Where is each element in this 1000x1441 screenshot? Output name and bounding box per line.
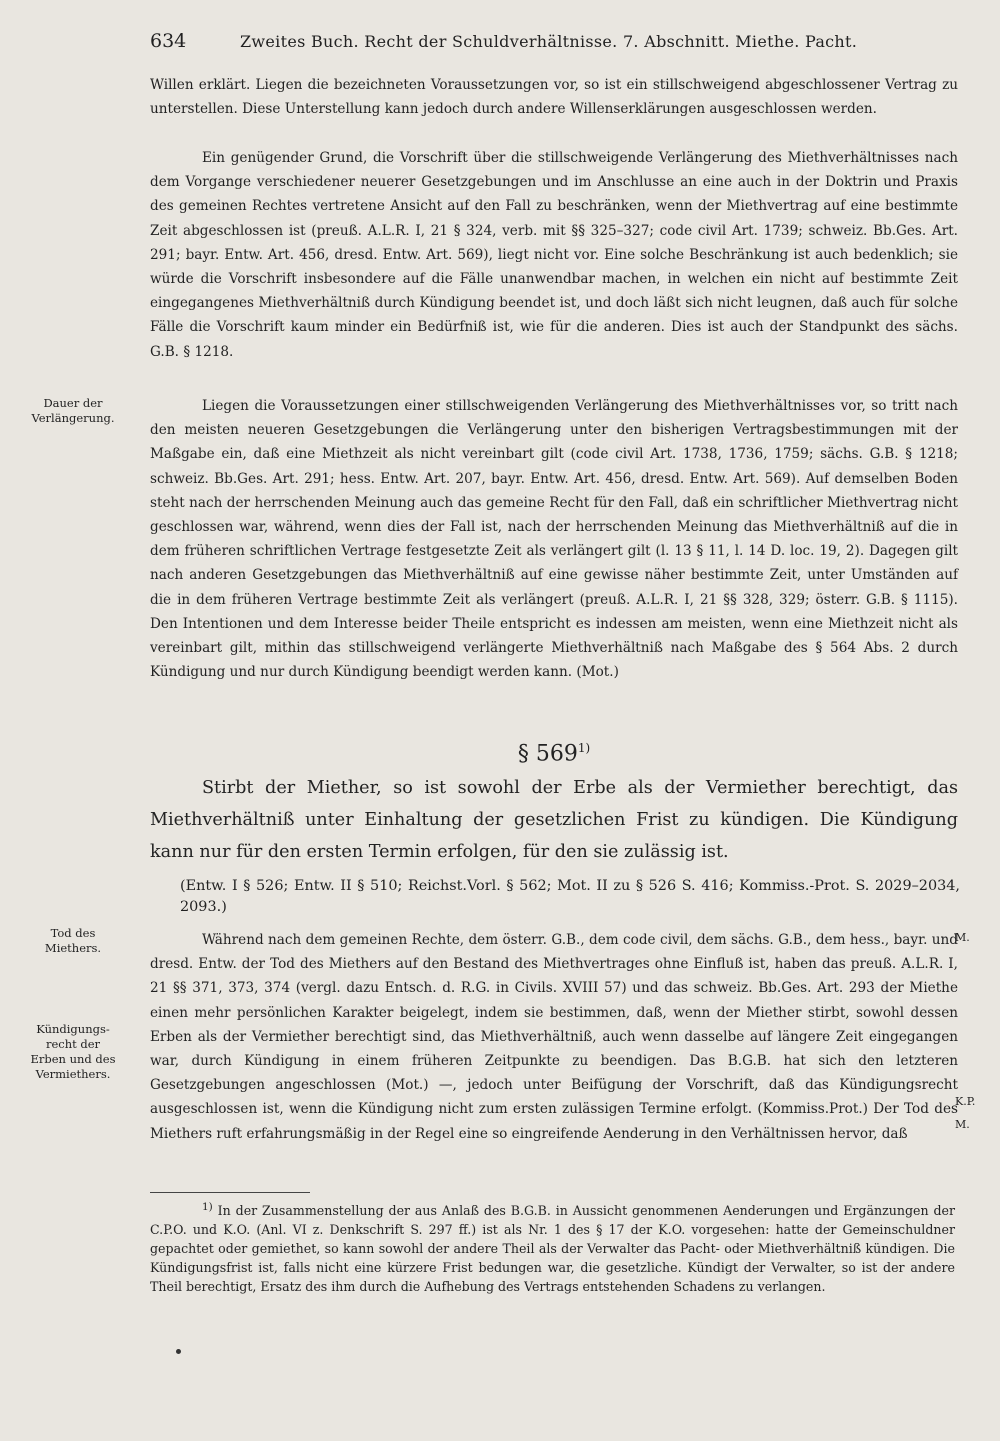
paragraph-verlaengerung-grund: Ein genügender Grund, die Vorschrift über die stillschweigende Verlängerung des Miethverhältnisses nach dem Vorgange verschiedener neuerer Gesetzgebungen und im Anschlusse an eine auch in der Doktrin und Praxis des gemeinen Rechtes vertretene Ansicht auf den Fall zu beschränken, wenn der Miethvertrag auf eine bestimmte Zeit abgeschlossen ist (preuß. A.L.R. I, 21 § 324, verb. mit §§ 325–327; code civil Art. 1739; schweiz. Bb.Ges. Art. 291; bayr. Entw. Art. 456, dresd. Entw. Art. 569), liegt nicht vor. Eine solche Beschränkung ist auch bedenklich; sie würde die Vorschrift insbesondere auf die Fälle unanwendbar machen, in welchen ein nicht auf bestimmte Zeit eingegangenes Miethverhältniß durch Kündigung beendet ist, und doch läßt sich nicht leugnen, daß auch für solche Fälle die Vorschrift kaum minder ein Bedürfniß ist, wie für die anderen. Dies ist auch der Standpunkt des sächs. G.B. § 1218. xyxy=(150,150,958,360)
section-footnote-mark: 1) xyxy=(577,741,591,755)
margin-note-kuendigungsrecht xyxy=(0,1022,146,1082)
margin-note-line: Verlängerung. xyxy=(31,411,115,425)
section-number: § 569 xyxy=(517,741,578,767)
paragraph-tod-des-miethers: Während nach dem gemeinen Rechte, dem österr. G.B., dem code civil, dem sächs. G.B., dem hess., bayr. und dresd. Entw. der Tod des Miethers auf den Bestand des Miethvertrages ohne Einfluß ist, haben das preuß. A.L.R. I, 21 §§ 371, 373, 374 (vergl. dazu Entsch. d. R.G. in Civils. XVIII 57) und das schweiz. Bb.Ges. Art. 293 der Miethe einen mehr persönlichen Karakter beigelegt, indem sie bestimmen, daß, wenn der Miether stirbt, sowohl dessen Erben als der Vermiether berechtigt sind, das Miethverhältniß, auch wenn dasselbe auf längere Zeit eingegangen war, durch Kündigung in einem früheren Zeitpunkte zu beendigen. Das B.G.B. hat sich den letzteren Gesetzgebungen angeschlossen (Mot.) —, jedoch unter Beifügung der Vorschrift, daß das Kündigungsrecht ausgeschlossen ist, wenn die Kündigung nicht zum ersten zulässigen Termine erfolgt. (Kommiss.Prot.) Der Tod des Miethers ruft erfahrungsmäßig in der Regel eine so eingreifende Aenderung in den Verhältnissen hervor, daß xyxy=(150,932,958,1142)
margin-note-line: Miethers. xyxy=(44,941,102,955)
ink-dot xyxy=(176,1349,181,1354)
margin-note-line: recht der xyxy=(45,1037,101,1051)
margin-note-line: Erben und des xyxy=(30,1052,116,1066)
footnote-mark: 1) xyxy=(202,1201,213,1213)
margin-note-line: Dauer der xyxy=(43,396,103,410)
running-title: Zweites Buch. Recht der Schuldverhältnisse. 7. Abschnitt. Miethe. Pacht. xyxy=(240,32,858,51)
footnote-text: In der Zusammenstellung der aus Anlaß des B.G.B. in Aussicht genommenen Aenderungen und Ergänzungen der C.P.O. und K.O. (Anl. VI z. Denkschrift S. 297 ff.) ist als Nr. 1 des § 17 der K.O. vorgesehen: hatte der Gemeinschuldner gepachtet oder gemiethet, so kann sowohl der andere Theil als der Verwalter das Pacht- oder Miethverhältniß kündigen. Die Kündigungsfrist ist, falls nicht eine kürzere Frist bedungen war, die gesetzliche. Kündigt der Verwalter, so ist der andere Theil berechtigt, Ersatz des ihm durch die Aufhebung des Vertrags entstehenden Schadens zu verlangen. xyxy=(150,1203,955,1295)
margin-note-dauer xyxy=(0,396,146,426)
paragraph-continuation: Willen erklärt. Liegen die bezeichneten Voraussetzungen vor, so ist ein stillschweigend abgeschlossener Vertrag zu unterstellen. Diese Unterstellung kann jedoch durch andere Willenserklärungen ausgeschlossen werden. xyxy=(150,77,958,118)
section-heading xyxy=(150,741,958,766)
right-margin-mark-m: M. xyxy=(955,931,970,944)
paragraph-dauer-verlaengerung: Liegen die Voraussetzungen einer stillschweigenden Verlängerung des Miethverhältnisses vor, so tritt nach den meisten neueren Gesetzgebungen die Verlängerung unter den bisherigen Vertragsbestimmungen mit der Maßgabe ein, daß eine Miethzeit als nicht vereinbart gilt (code civil Art. 1738, 1736, 1759; sächs. G.B. § 1218; schweiz. Bb.Ges. Art. 291; hess. Entw. Art. 207, bayr. Entw. Art. 456, dresd. Entw. Art. 569). Auf demselben Boden steht nach der herrschenden Meinung auch das gemeine Recht für den Fall, daß ein schriftlicher Miethvertrag nicht geschlossen war, während, wenn dies der Fall ist, nach der herrschenden Meinung das Miethverhältniß auf die in dem früheren schriftlichen Vertrage festgesetzte Zeit als verlängert gilt (l. 13 § 11, l. 14 D. loc. 19, 2). Dagegen gilt nach anderen Gesetzgebungen das Miethverhältniß auf eine gewisse näher bestimmte Zeit, unter Umständen auf die in dem früheren Vertrage bestimmte Zeit als verlängert (preuß. A.L.R. I, 21 §§ 328, 329; österr. G.B. § 1115). Den Intentionen und dem Interesse beider Theile entspricht es indessen am meisten, wenn eine Miethzeit nicht als vereinbart gilt, mithin das stillschweigend verlängerte Miethverhältniß nach Maßgabe des § 564 Abs. 2 durch Kündigung und nur durch Kündigung beendigt werden kann. (Mot.) xyxy=(150,398,958,681)
footnote xyxy=(150,1198,955,1296)
right-margin-mark-kp: K.P. xyxy=(955,1095,976,1108)
page-number: 634 xyxy=(150,30,187,52)
margin-note-tod xyxy=(0,926,146,956)
margin-note-line: Kündigungs- xyxy=(36,1022,110,1036)
margin-note-line: Vermiethers. xyxy=(35,1067,111,1081)
margin-note-line: Tod des xyxy=(50,926,96,940)
right-margin-mark-m: M. xyxy=(955,1118,970,1131)
page-header xyxy=(150,30,960,60)
statute-references: (Entw. I § 526; Entw. II § 510; Reichst.Vorl. § 562; Mot. II zu § 526 S. 416; Kommiss.-Prot. S. 2029–2034, 2093.) xyxy=(180,878,960,915)
footnote-separator xyxy=(150,1192,310,1193)
statute-text: Stirbt der Miether, so ist sowohl der Erbe als der Vermiether berechtigt, das Miethverhältniß unter Einhaltung der gesetzlichen Frist zu kündigen. Die Kündigung kann nur für den ersten Termin erfolgen, für den sie zulässig ist. xyxy=(150,778,958,862)
